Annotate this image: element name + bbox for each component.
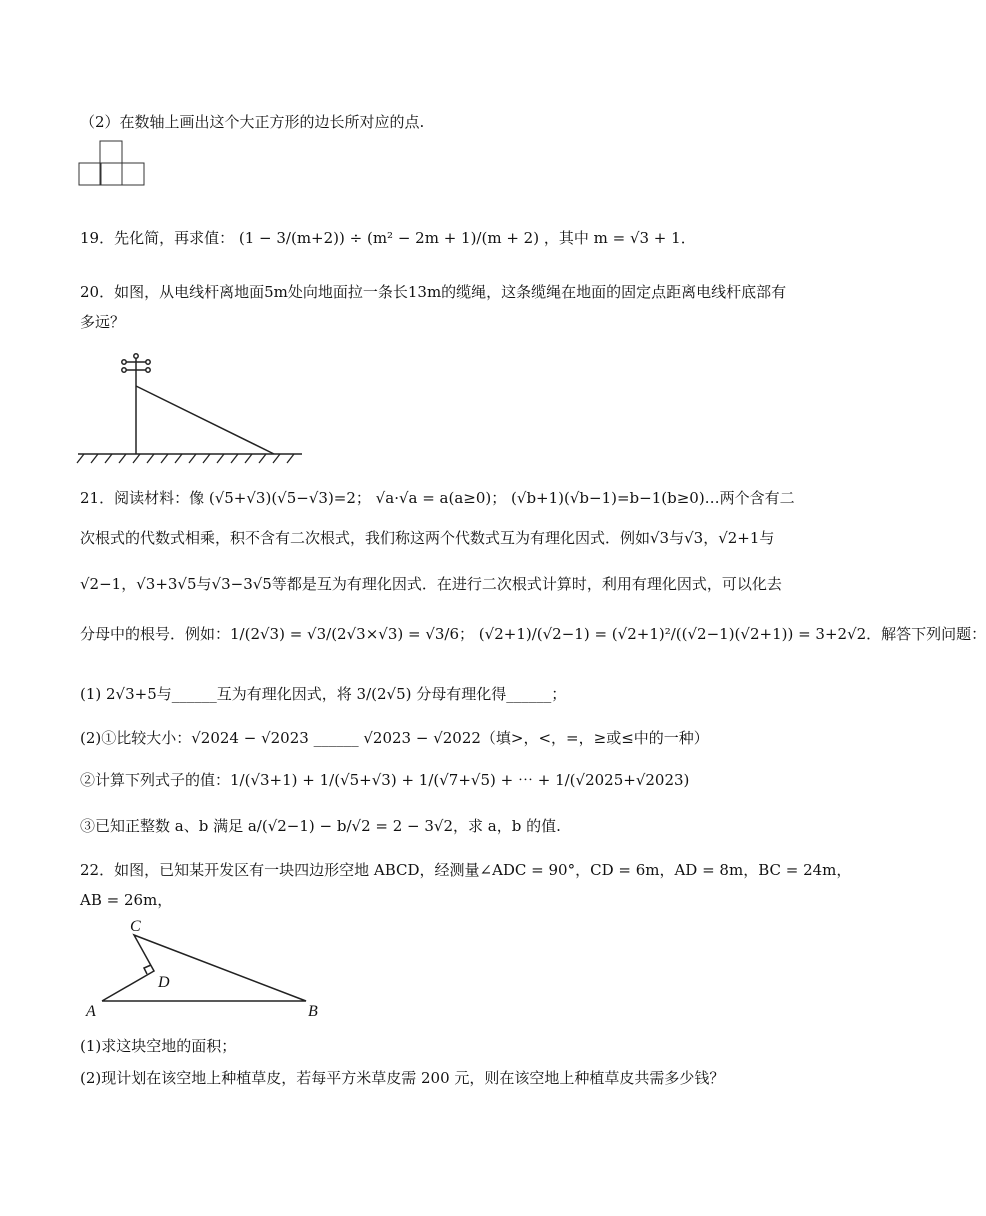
q22-line2: AB = 26m， (80, 891, 173, 909)
label-D: D (158, 974, 170, 991)
q21-line1: 21．阅读材料：像 (√5+√3)(√5−√3)=2； √a·√a = a(a≥0)； (√b+1)(√b−1)=b−1(b≥0)…两个含有二 (80, 489, 795, 507)
q19-question (80, 228, 696, 248)
q18-part2: （2）在数轴上画出这个大正方形的边长所对应的点. (80, 113, 425, 131)
quadrilateral-figure (80, 915, 330, 1020)
cross-figure (78, 140, 148, 188)
q22-part2: (2)现计划在该空地上种植草皮，若每平方米草皮需 200 元，则在该空地上种植草皮共需多少钱？ (80, 1069, 725, 1087)
q21-line4: 分母中的根号．例如：1/(2√3) = √3/(2√3×√3) = √3/6； (√2+1)/(√2−1) = (√2+1)²/((√2−1)(√2+1)) = 3+2√2．解答下列问题： (80, 625, 986, 643)
label-A: A (86, 1003, 96, 1020)
q21-line3: √2−1，√3+3√5与√3−3√5等都是互为有理化因式．在进行二次根式计算时，利用有理化因式，可以化去 (80, 575, 782, 593)
q19-expression: (1 − 3/(m+2)) ÷ (m² − 2m + 1)/(m + 2) (238, 229, 540, 247)
q21-part2a: (2)①比较大小：√2024 − √2023 ______ √2023 − √2022（填>，<，=，≥或≤中的一种） (80, 729, 709, 747)
q22-part1: (1)求这块空地的面积； (80, 1037, 237, 1055)
q21-part2c: ③已知正整数 a、b 满足 a/(√2−1) − b/√2 = 2 − 3√2，求 a，b 的值. (80, 817, 561, 835)
q19-tail: ，其中 m = √3 + 1． (543, 229, 696, 247)
q21-part1: (1) 2√3+5与______互为有理化因式，将 3/(2√5) 分母有理化得______； (80, 685, 567, 703)
q19-lead: 19．先化简，再求值： (80, 229, 235, 247)
q20-line1: 20．如图，从电线杆离地面5m处向地面拉一条长13m的缆绳，这条缆绳在地面的固定点距离电线杆底部有 (80, 283, 787, 301)
label-C: C (130, 918, 141, 935)
label-B: B (308, 1003, 318, 1020)
q22-line1: 22．如图，已知某开发区有一块四边形空地 ABCD，经测量∠ADC = 90°，CD = 6m，AD = 8m，BC = 24m， (80, 861, 852, 879)
q21-line2: 次根式的代数式相乘，积不含有二次根式，我们称这两个代数式互为有理化因式．例如√3与√3，√2+1与 (80, 529, 775, 547)
utility-pole-figure (76, 348, 308, 468)
q21-part2b: ②计算下列式子的值：1/(√3+1) + 1/(√5+√3) + 1/(√7+√5) + ⋯ + 1/(√2025+√2023) (80, 771, 690, 789)
q20-line2: 多远？ (80, 313, 126, 331)
